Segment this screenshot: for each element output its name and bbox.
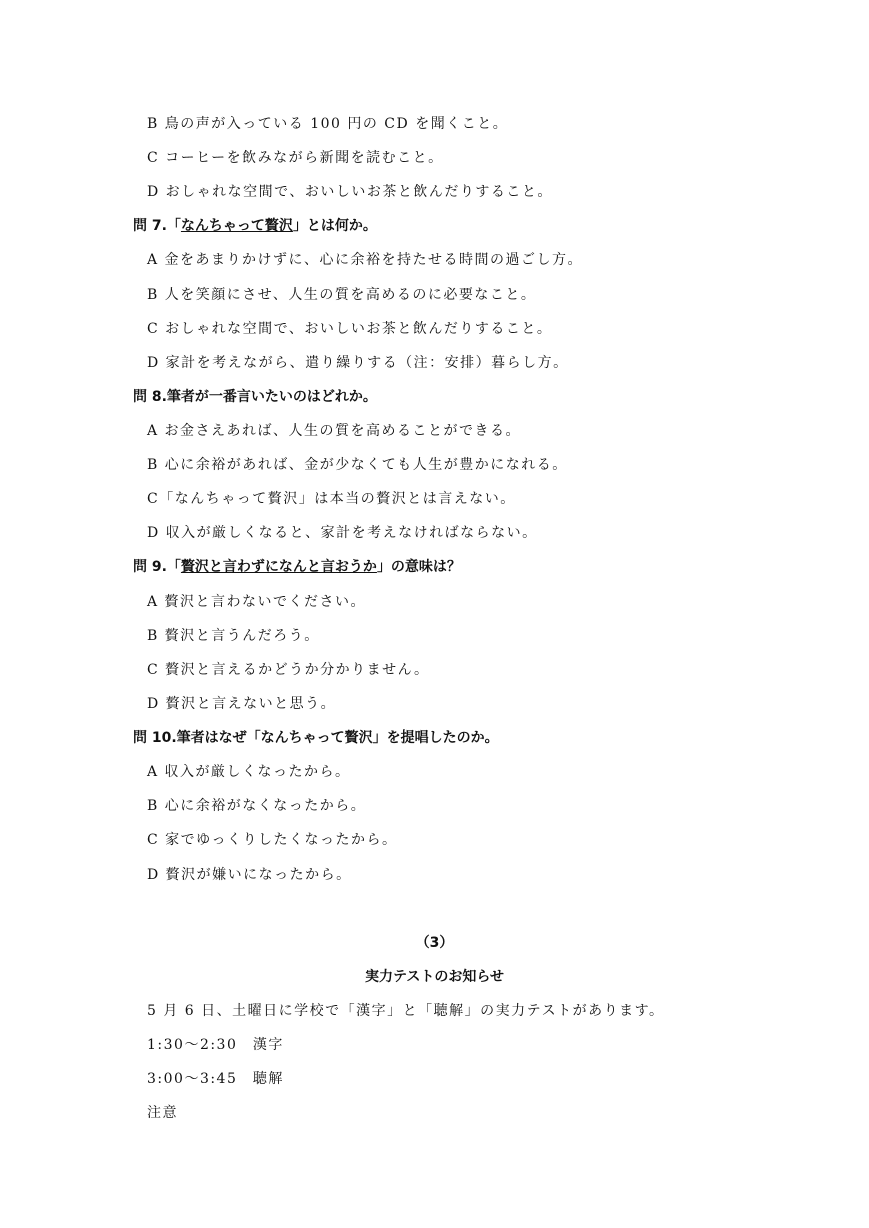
question-9-suffix: 」の意味は？ — [376, 559, 461, 575]
notice-text: 5 月 6 日、土曜日に学校で「漢字」と「聴解」の実力テストがあります。 — [147, 1003, 665, 1019]
schedule-listening: 3:00～3:45 聴解 — [147, 1071, 284, 1087]
notice-caution: 注意 — [147, 1105, 178, 1121]
q6-option-b: B 鳥の声が入っている 100 円の CD を聞くこと。 — [147, 116, 509, 132]
question-7 — [133, 215, 377, 235]
q7-option-c: C おしゃれな空間で、おいしいお茶と飲んだりすること。 — [147, 321, 553, 337]
question-7-prefix: 問 7.「 — [133, 218, 181, 234]
q9-option-d: D 贅沢と言えないと思う。 — [147, 696, 337, 712]
question-7-suffix: 」とは何か。 — [292, 218, 377, 234]
question-9-prefix: 問 9.「 — [133, 559, 181, 575]
q10-option-b: B 心に余裕がなくなったから。 — [147, 798, 367, 814]
q8-option-a: A お金さえあれば、人生の質を高めることができる。 — [147, 423, 522, 439]
question-9 — [133, 556, 461, 576]
question-8: 問 8.筆者が一番言いたいのはどれか。 — [133, 389, 377, 405]
q7-option-a: A 金をあまりかけずに、心に余裕を持たせる時間の過ごし方。 — [147, 252, 584, 268]
q10-option-d: D 贅沢が嫌いになったから。 — [147, 867, 352, 883]
question-10: 問 10.筆者はなぜ「なんちゃって贅沢」を提唱したのか。 — [133, 730, 499, 746]
q7-option-d: D 家計を考えながら、遣り繰りする（注：安排）暮らし方。 — [147, 355, 569, 371]
q6-option-c: C コーヒーを飲みながら新聞を読むこと。 — [147, 150, 444, 166]
q10-option-a: A 収入が厳しくなったから。 — [147, 764, 351, 780]
schedule-kanji: 1:30～2:30 漢字 — [147, 1037, 284, 1053]
q9-option-c: C 贅沢と言えるかどうか分かりません。 — [147, 662, 430, 678]
q9-option-b: B 贅沢と言うんだろう。 — [147, 628, 320, 644]
q8-option-b: B 心に余裕があれば、金が少なくても人生が豊かになれる。 — [147, 457, 568, 473]
q7-option-b: B 人を笑顔にさせ、人生の質を高めるのに必要なこと。 — [147, 287, 537, 303]
q10-option-c: C 家でゆっくりしたくなったから。 — [147, 832, 398, 848]
q8-option-d: D 収入が厳しくなると、家計を考えなければならない。 — [147, 525, 538, 541]
question-9-underlined-phrase: 贅沢と言わずになんと言おうか — [180, 559, 377, 575]
q6-option-d: D おしゃれな空間で、おいしいお茶と飲んだりすること。 — [147, 184, 553, 200]
section-number: （3） — [415, 935, 454, 951]
q9-option-a: A 贅沢と言わないでください。 — [147, 594, 367, 610]
q8-option-c: C「なんちゃって贅沢」は本当の贅沢とは言えない。 — [147, 491, 516, 507]
section-title: 実力テストのお知らせ — [364, 969, 505, 985]
question-7-underlined-phrase: なんちゃって贅沢 — [180, 218, 293, 234]
